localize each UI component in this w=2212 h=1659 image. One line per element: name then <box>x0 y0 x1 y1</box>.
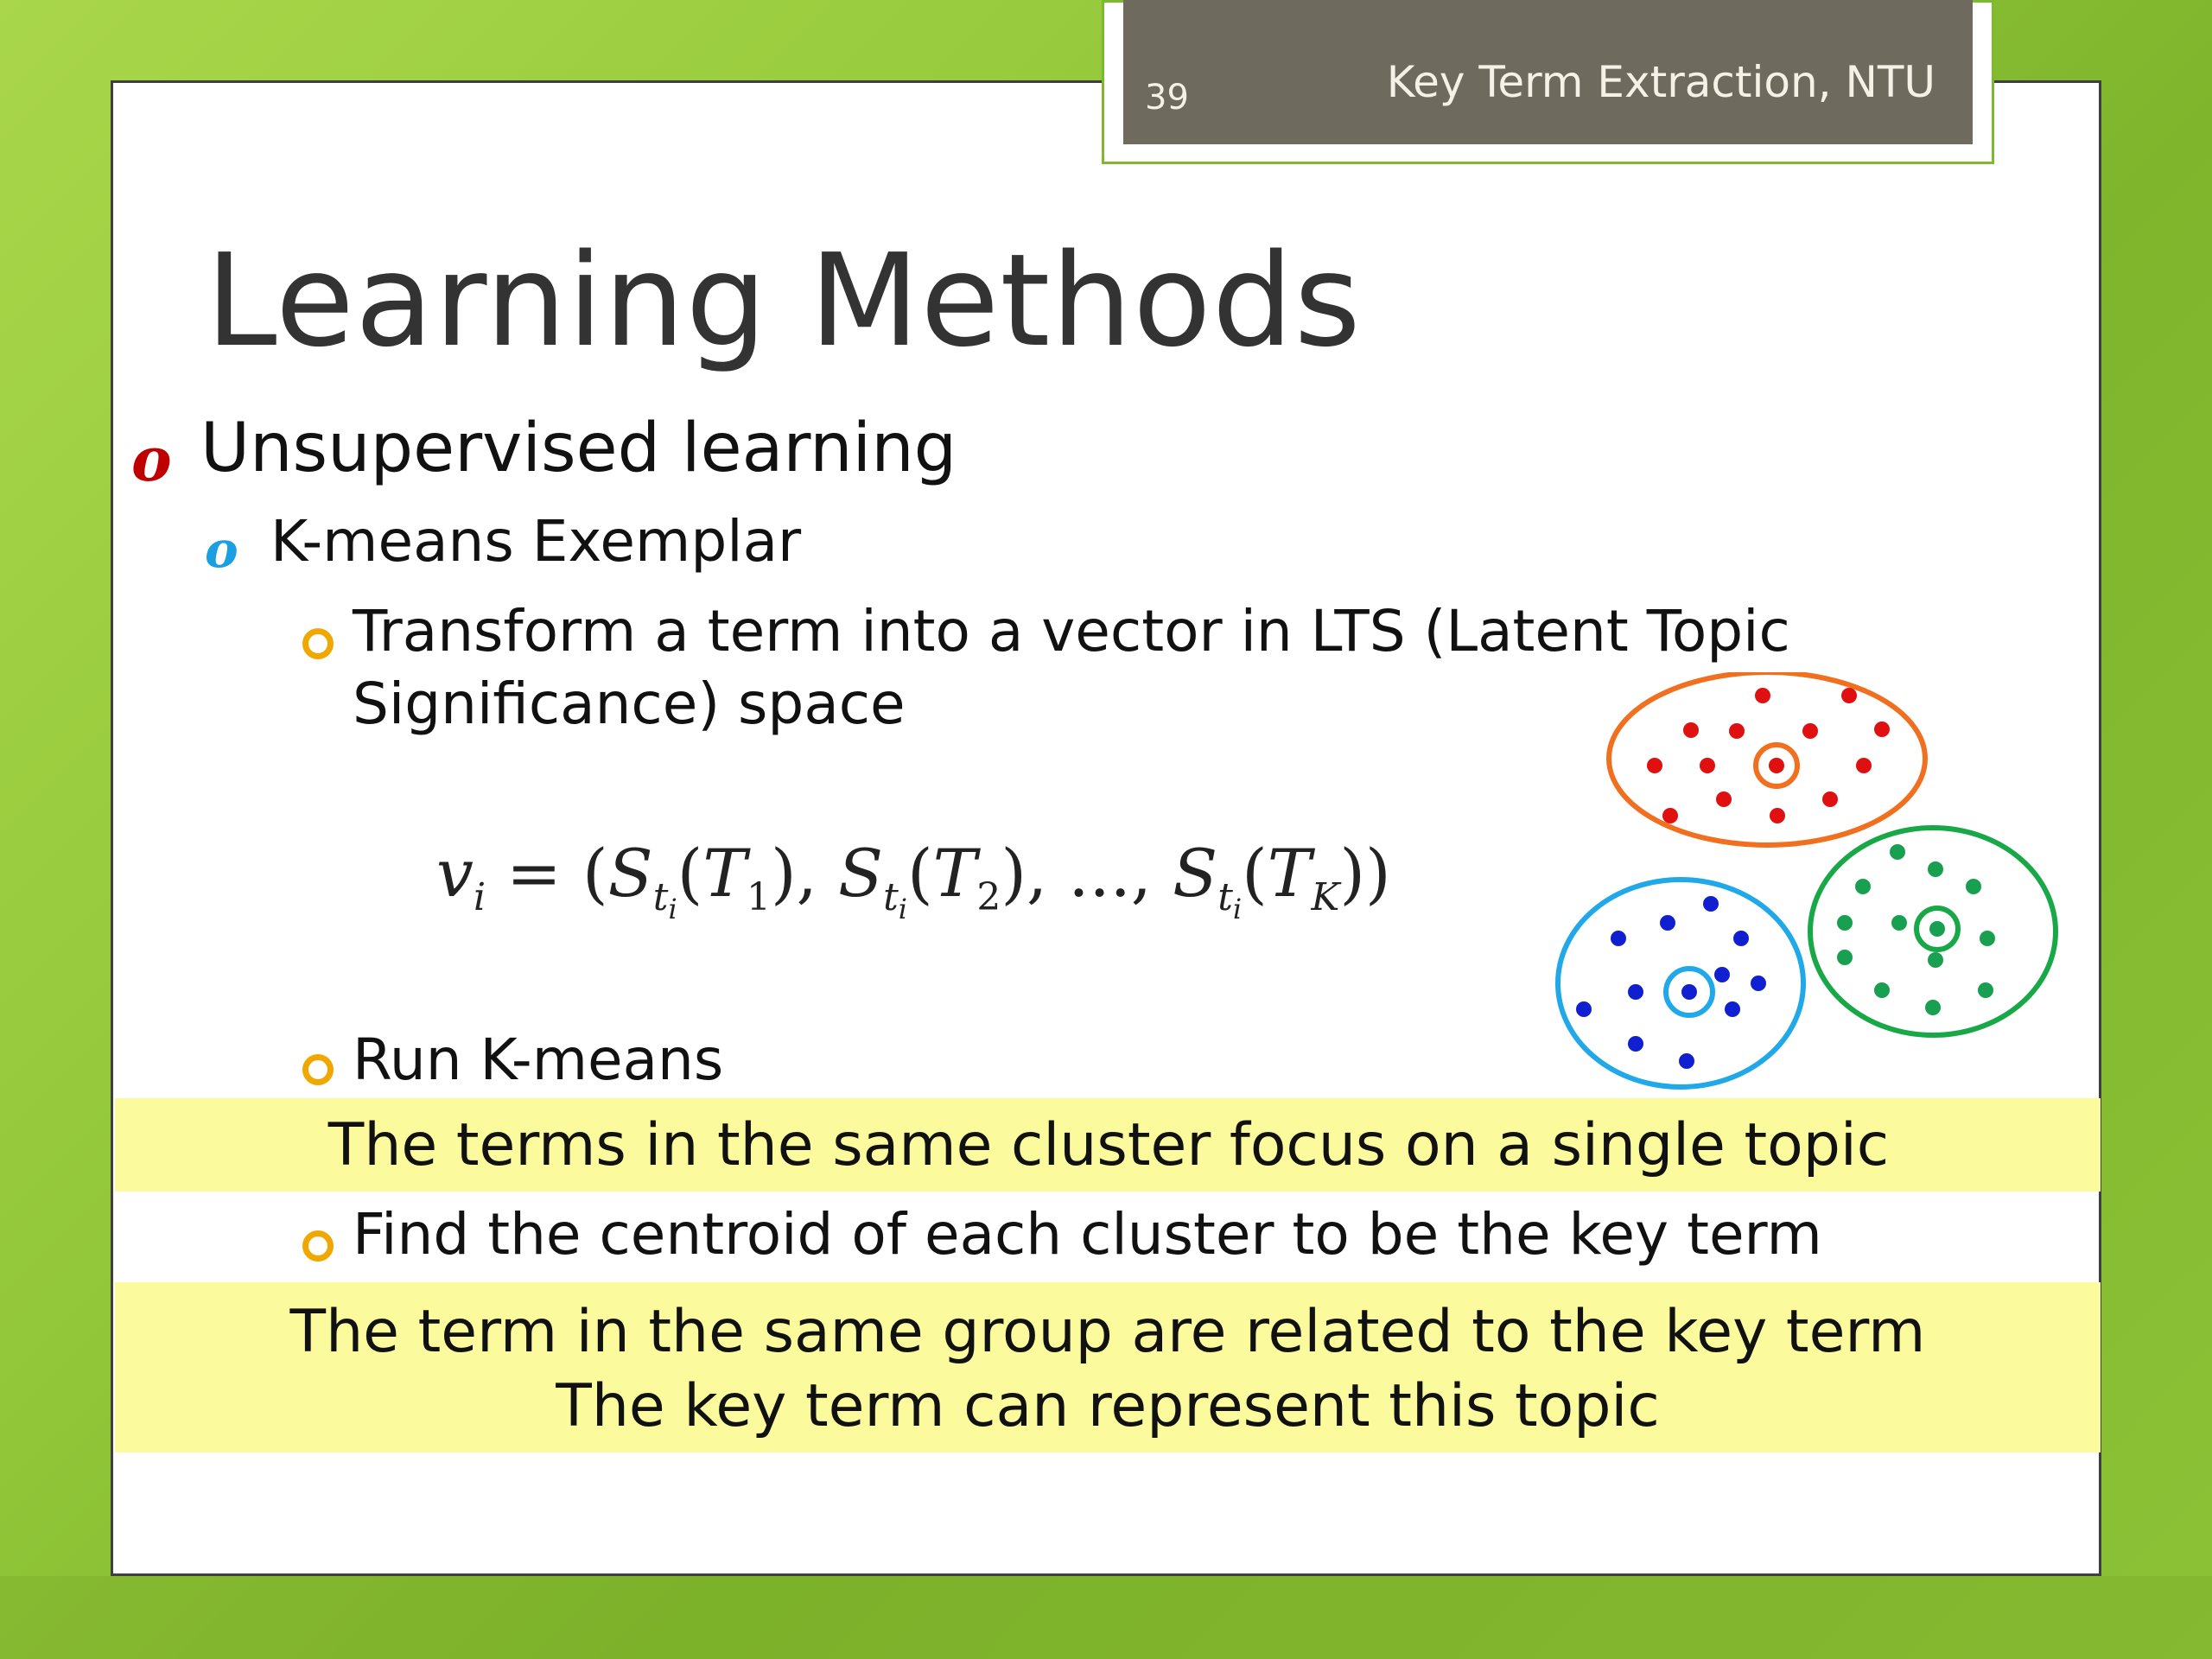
deck-title: Key Term Extraction, NTU <box>1386 57 1936 107</box>
highlight-text-cluster-topic: The terms in the same cluster focus on a single topic <box>327 1111 1890 1179</box>
bullet-kmeans-exemplar: K-means Exemplar <box>270 508 802 575</box>
bullet-transform-line1: Transform a term into a vector in LTS (Latent Topic <box>353 598 1790 664</box>
bullet-level1-icon: o <box>131 423 172 495</box>
bullet-transform-line2: Significance) space <box>353 671 906 737</box>
background-stripe <box>0 1576 2212 1659</box>
slide-number: 39 <box>1145 78 1189 118</box>
highlight-text-related-terms: The term in the same group are related to the key term <box>289 1298 1926 1366</box>
bullet-run-kmeans: Run K-means <box>353 1027 724 1093</box>
bullet-level3-icon <box>302 1230 334 1262</box>
bullet-find-centroid: Find the centroid of each cluster to be the key term <box>353 1201 1822 1268</box>
kmeans-cluster-diagram <box>1547 672 2065 1104</box>
cluster-green <box>1810 828 2056 1035</box>
bullet-level3-icon <box>302 628 334 659</box>
bullet-unsupervised: Unsupervised learning <box>200 410 957 487</box>
slide-title: Learning Methods <box>206 226 1362 375</box>
lts-vector-formula: $v_i = (S_{t_i}(T_1)$, $S_{t_i}(T_2)$, ..., $S_{t_i}(T_K)$) <box>436 835 1391 925</box>
cluster-blue <box>1558 880 1803 1087</box>
cluster-red <box>1609 672 1925 845</box>
highlight-text-represent-topic: The key term can represent this topic <box>556 1372 1660 1440</box>
bullet-level3-icon <box>302 1054 334 1085</box>
bullet-level2-icon: o <box>205 520 238 579</box>
